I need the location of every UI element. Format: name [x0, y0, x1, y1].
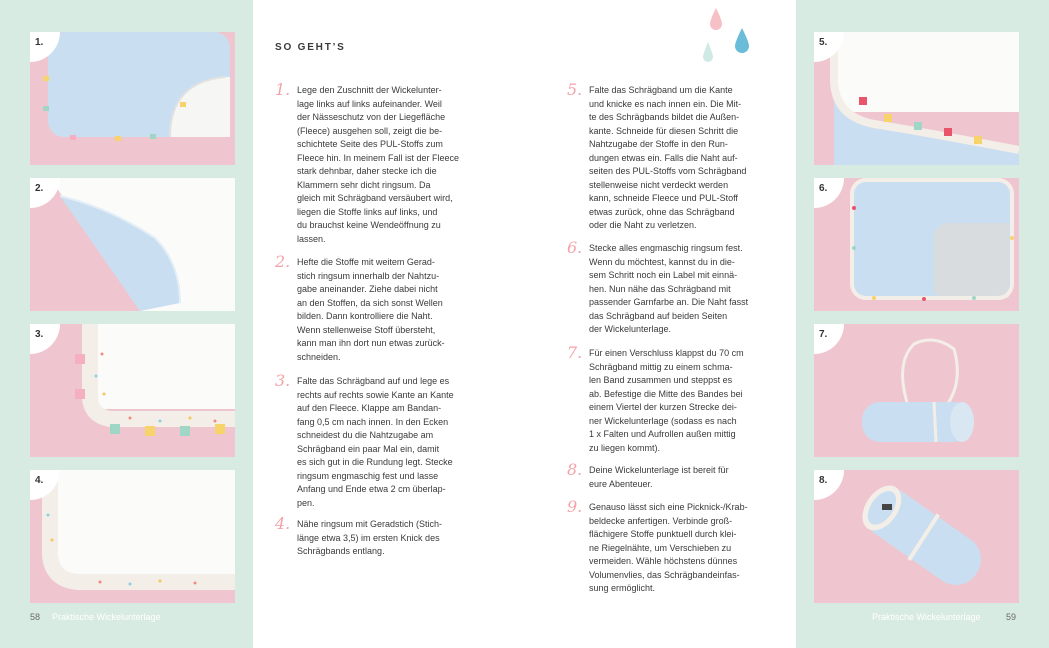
photo-label-3: 3.: [35, 329, 44, 340]
step-number: 2.: [275, 252, 291, 271]
photo-step-4-image: [30, 470, 235, 603]
step-text: Deine Wickelunterlage ist bereit für eure Abenteuer.: [589, 465, 729, 489]
photo-label-7: 7.: [819, 329, 828, 340]
step-text: Genauso lässt sich eine Picknick-/Krab- beldecke anfertigen. Verbinde groß- flächigere Stoffe punktuell durch klei- ne Riegelnähte, um Verschieben zu vermeiden. Wähle höchstens dünnes Volumenvlies, das Schrägbandeinfas- sung ermöglicht.: [589, 502, 748, 593]
photo-label-2: 2.: [35, 183, 44, 194]
photo-label-1: 1.: [35, 37, 44, 48]
photo-label-5: 5.: [819, 37, 828, 48]
photo-step-3-image: [30, 324, 235, 457]
right-page-number: 59: [1006, 612, 1017, 622]
step-text: Lege den Zuschnitt der Wickelunter- lage links auf links aufeinander. Weil der Nässeschutz von der Liegefläche (Fleece) ausgehen soll, zeigt die be- schichtete Seite des PUL-Stoffs zum Fleece hin. In meinem Fall ist der Fleece stark dehnbar, daher stecke ich die Klammern sehr dicht ringsum. Da gleich mit Schrägband versäubert wird, liegen die Stoffe links auf links, und du brauchst keine Wendeöffnung zu lassen.: [297, 85, 460, 244]
step-number: 4.: [275, 514, 291, 533]
photo-label-6: 6.: [819, 183, 828, 194]
photo-step-7: [814, 324, 1019, 457]
section-heading: SO GEHT’S: [275, 42, 346, 53]
photo-step-8-image: [814, 470, 1019, 603]
step-number: 8.: [567, 460, 583, 479]
photo-step-1-image: [30, 32, 235, 165]
photo-step-5: [814, 32, 1019, 165]
step-number: 1.: [275, 80, 291, 99]
photo-step-6: [814, 178, 1019, 311]
photo-step-6-image: [814, 178, 1019, 311]
left-running-title: Praktische Wickelunterlage: [52, 612, 161, 622]
step-text: Nähe ringsum mit Geradstich (Stich- länge etwa 3,5) im ersten Knick des Schrägbands entlang.: [297, 519, 443, 556]
step-number: 3.: [275, 371, 291, 390]
step-number: 9.: [567, 497, 583, 516]
photo-step-4: [30, 470, 235, 603]
photo-step-3: [30, 324, 235, 457]
step-number: 7.: [567, 343, 583, 362]
raindrops-icon: [700, 4, 760, 66]
photo-step-1: [30, 32, 235, 165]
step-text: Für einen Verschluss klappst du 70 cm Schrägband mittig zu einem schma- len Band zusammen und steppst es ab. Befestige die Mitte des Bandes bei einem Viertel der kurzen Strecke dei- ner Wickelunterlage (sodass es nach 1 x Falten und Aufrollen außen mittig zu liegen kommt).: [589, 348, 744, 453]
step-number: 6.: [567, 238, 583, 257]
photo-step-8: [814, 470, 1019, 603]
left-page-number: 58: [30, 612, 41, 622]
photo-step-5-image: [814, 32, 1019, 165]
photo-step-2: [30, 178, 235, 311]
photo-step-7-image: [814, 324, 1019, 457]
step-text: Stecke alles engmaschig ringsum fest. Wenn du möchtest, kannst du in die- sem Schritt noch ein Label mit einnä- hen. Nun nähe das Schrägband mit passender Garnfarbe an. Die Naht fasst das Schrägband auf beiden Seiten der Wickelunterlage.: [589, 243, 749, 334]
step-number: 5.: [567, 80, 583, 99]
right-running-title: Praktische Wickelunterlage: [872, 612, 981, 622]
step-text: Falte das Schrägband um die Kante und knicke es nach innen ein. Die Mit- te des Schrägbands bildet die Außen- kante. Schneide für diesen Schritt die Nahtzugabe der Stoffe in den Run- dungen etwas ein. Falls die Naht auf- seiten des PUL-Stoffs vom Schrägband stellenweise nicht verdeckt werden kann, schneide Fleece und PUL-Stoff etwas zurück, ohne das Schrägband oder die Naht zu verletzen.: [589, 85, 747, 230]
photo-label-8: 8.: [819, 475, 828, 486]
photo-step-2-image: [30, 178, 235, 311]
step-text: Hefte die Stoffe mit weitem Gerad- stich ringsum innerhalb der Nahtzu- gabe aneinander. Ziehe dabei nicht an den Stoffen, da sich sonst Wellen bilden. Dann kontrolliere die Naht. Wenn stellenweise Stoff übersteht, kann man ihn dort nun etwas zurück- schneiden.: [297, 257, 445, 362]
photo-label-4: 4.: [35, 475, 44, 486]
step-text: Falte das Schrägband auf und lege es rechts auf rechts sowie Kante an Kante auf den Fleece. Klappe am Bandan- fang 0,5 cm nach innen. In den Ecken schneidest du die Nahtzugabe am Schrägband ein paar Mal ein, damit es sich gut in die Rundung legt. Stecke ringsum engmaschig fest und lasse Anfang und Ende etwa 2 cm überlap- pen.: [297, 376, 454, 508]
